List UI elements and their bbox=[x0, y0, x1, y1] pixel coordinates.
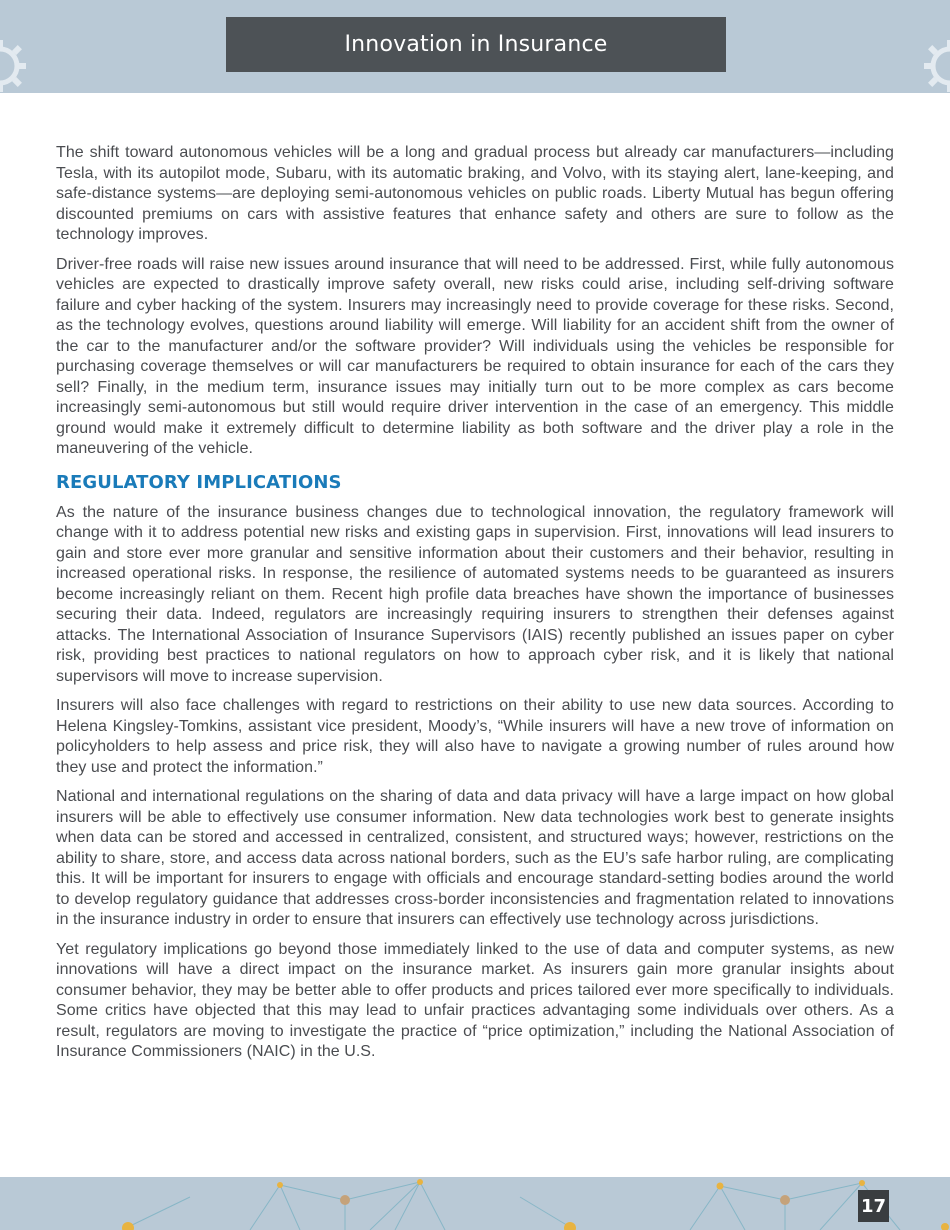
network-nodes-icon bbox=[0, 1177, 950, 1230]
paragraph: Yet regulatory implications go beyond those immediately linked to the use of data and computer systems, as new innovations will have a direct impact on the insurance market. As insurers gain more granular insights about consumer behavior, they may be better able to offer products and prices tailored ever more specifically to individuals. Some critics have objected that this may lead to unfair practices advantaging some individuals over others. As a result, regulators are moving to investigate the practice of “price optimization,” including the National Association of Insurance Commissioners (NAIC) in the U.S. bbox=[56, 940, 894, 1060]
paragraph: National and international regulations on the sharing of data and data privacy will have a large impact on how global insurers will be able to effectively use consumer information. New data technologies work best to generate insights when data can be stored and accessed in centralized, consistent, and structured ways; however, restrictions on the ability to share, store, and access data across national borders, such as the EU’s safe harbor ruling, are complicating this. It will be important for insurers to engage with officials and encourage standard-setting bodies around the world to develop regulatory guidance that addresses cross-border inconsistencies and fragmentation related to innovations in the insurance industry in order to ensure that insurers can effectively use technology across jurisdictions. bbox=[56, 788, 894, 928]
paragraph: The shift toward autonomous vehicles will be a long and gradual process but already car manufacturers—including Tesla, with its autopilot mode, Subaru, with its automatic braking, and Volvo, with its staying alert, lane-keeping, and safe-distance systems—are deploying semi-autonomous vehicles on public roads. Liberty Mutual has begun offering discounted premiums on cars with assistive features that enhance safety and others are sure to follow as the technology improves. bbox=[56, 144, 894, 243]
article-body bbox=[56, 143, 894, 1072]
gear-icon bbox=[0, 38, 28, 94]
section-heading: REGULATORY IMPLICATIONS bbox=[56, 471, 342, 493]
gear-icon bbox=[922, 38, 950, 94]
page-number: 17 bbox=[858, 1190, 889, 1222]
paragraph: Insurers will also face challenges with regard to restrictions on their ability to use new data sources. According to Helena Kingsley-Tomkins, assistant vice president, Moody’s, “While insurers will have a new trove of information on policyholders to help assess and price risk, they will also have to navigate a growing number of rules around how they use and protect the information.” bbox=[56, 697, 894, 776]
paragraph: Driver-free roads will raise new issues around insurance that will need to be addressed. First, while fully autonomous vehicles are expected to drastically improve safety overall, new risks could arise, including self-driving software failure and cyber hacking of the system. Insurers may increasingly need to provide coverage for these risks. Second, as the technology evolves, questions around liability will emerge. Will liability for an accident shift from the owner of the car to the manufacturer and/or the software provider? Will individuals using the vehicles be responsible for purchasing coverage themselves or will car manufacturers be required to obtain insurance for each of the cars they sell? Finally, in the medium term, insurance issues may initially turn out to be more complex as cars become increasingly semi-autonomous but still would require driver intervention in the case of an emergency. This middle ground would make it extremely difficult to determine liability as both software and the driver play a role in the maneuvering of the vehicle. bbox=[56, 255, 894, 457]
footer-band bbox=[0, 1177, 950, 1230]
paragraph: As the nature of the insurance business changes due to technological innovation, the regulatory framework will change with it to address potential new risks and existing gaps in supervision. First, innovations will lead insurers to gain and store ever more granular and sensitive information about their customers and their behavior, resulting in increased operational risks. In response, the resilience of automated systems needs to be guaranteed as insurers become increasingly reliant on them. Recent high profile data breaches have shown the importance of businesses securing their data. Indeed, regulators are increasingly requiring insurers to strengthen their defenses against attacks. The International Association of Insurance Supervisors (IAIS) recently published an issues paper on cyber risk, providing best practices to national regulators on how to approach cyber risk, and it is likely that national supervisors will move to increase supervision. bbox=[56, 503, 894, 685]
header-band bbox=[0, 0, 950, 93]
page-title: Innovation in Insurance bbox=[226, 17, 726, 72]
